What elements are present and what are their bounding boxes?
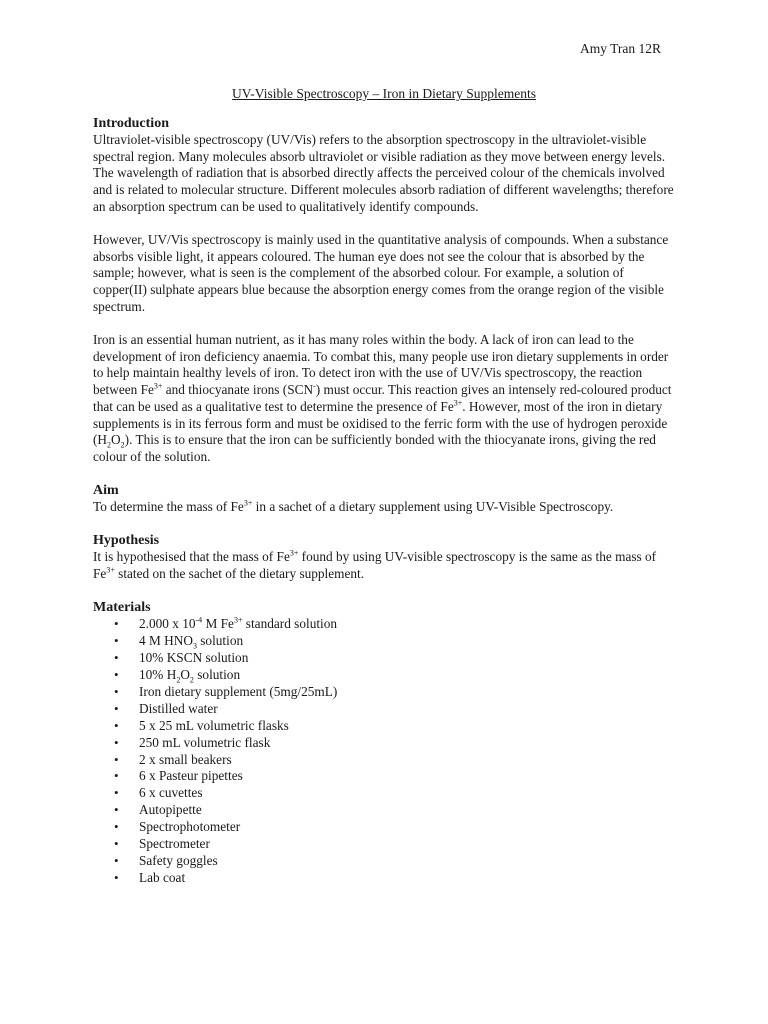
document-body (93, 115, 681, 887)
materials-list (93, 616, 681, 887)
list-item: • Lab coat (93, 870, 681, 887)
materials-heading: Materials (93, 600, 151, 616)
list-item: • 10% $H_2O_2$ solution (93, 667, 681, 684)
author-label: Amy Tran 12R (580, 41, 662, 56)
list-item: • Spectrometer (93, 836, 681, 853)
introduction-paragraph-2: However, UV/Vis spectroscopy is mainly used in the quantitative analysis of compounds. When a substance absorbs visible light, it appears coloured. The human eye does not see the colour that is absorbed by the sample; however, what is seen is the complement of the absorbed colour. For example, a solution of copper(II) sulphate appears blue because the absorption energy comes from the orange region of the visible spectrum. (93, 232, 669, 314)
introduction-heading: Introduction (93, 116, 169, 131)
list-item: • 5 x 25 mL volumetric flasks (93, 718, 681, 735)
aim-text: To determine the mass of $Fe^{3+}$ in a sachet of a dietary supplement using UV-Visible Spectroscopy. (93, 498, 614, 515)
introduction-paragraph-1: Ultraviolet-visible spectroscopy (UV/Vis) refers to the absorption spectroscopy in the ultraviolet-visible spectral region. Many molecules absorb ultraviolet or visible radiation as they move between energy levels. The wavelength of radiation that is absorbed directly affects the perceived colour of the chemicals involved and is related to molecular structure. Different molecules absorb radiation of different wavelengths; therefore an absorption spectrum can be used to qualitatively identify compounds. (93, 132, 674, 214)
list-item: • Autopipette (93, 802, 681, 819)
list-item: • 250 mL volumetric flask (93, 735, 681, 752)
list-item: • Spectrophotometer (93, 819, 681, 836)
aim-heading: Aim (93, 483, 119, 499)
hypothesis-heading: Hypothesis (93, 533, 160, 549)
list-item: • 2 x small beakers (93, 752, 681, 769)
list-item: • 2.000 x $10^{-4}$ M $Fe^{3+}$ standard solution (93, 616, 681, 633)
list-item: • Iron dietary supplement (5mg/25mL) (93, 684, 681, 701)
hypothesis-text: It is hypothesised that the mass of $Fe^{3+}$ found by using UV-visible spectroscopy is the same as the mass of $Fe^{3+}$ stated on the sachet of the dietary supplement. (93, 548, 657, 582)
list-item: • Distilled water (93, 701, 681, 718)
list-item: • Safety goggles (93, 853, 681, 870)
document-title: UV-Visible Spectroscopy – Iron in Dietary Supplements (232, 86, 536, 101)
introduction-paragraph-3: Iron is an essential human nutrient, as it has many roles within the body. A lack of iron can lead to the development of iron deficiency anaemia. To combat this, many people use iron dietary supplements in order to help maintain healthy levels of iron. To detect iron with the use of UV/Vis spectroscopy, the reaction between $Fe^{3+}$ and thiocyanate irons (SCN-) must occur. This reaction gives an intensely red-coloured product that can be used as a qualitative test to determine the presence of $Fe^{3+}$. However, most of the iron in dietary supplements is in its ferrous form and must be oxidised to the ferric form with the use of hydrogen peroxide $(H_2O_2)$. This is to ensure that the iron can be sufficiently bonded with the thiocyanate irons, giving the red colour of the solution. (93, 332, 672, 464)
list-item: • 10% KSCN solution (93, 650, 681, 667)
list-item: • 4 M $HNO_3$ solution (93, 633, 681, 650)
list-item: • 6 x cuvettes (93, 785, 681, 802)
list-item: • 6 x Pasteur pipettes (93, 768, 681, 785)
